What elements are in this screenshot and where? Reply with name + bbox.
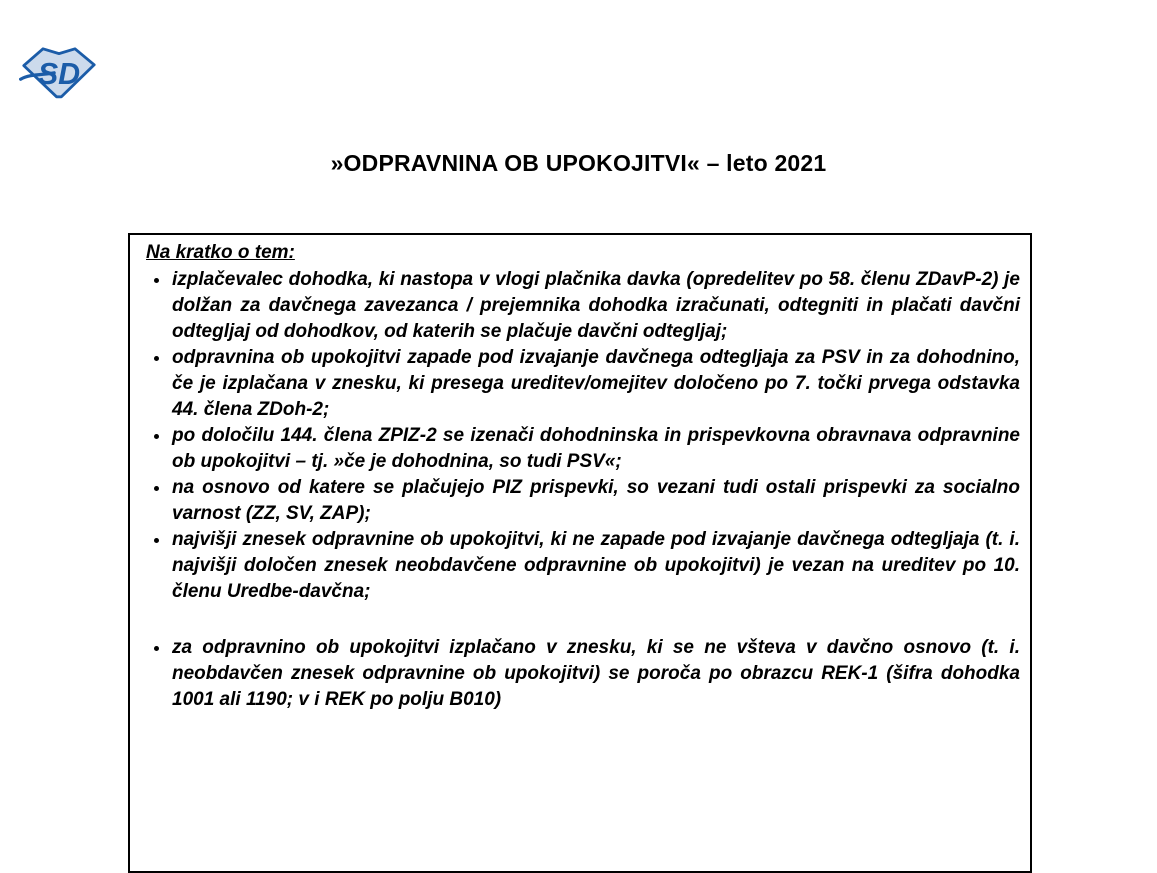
bullet-item: • najvišji znesek odpravnine ob upokojitvi, ki ne zapade pod izvajanje davčnega odtegljaja (t. i. najvišji določen znesek neobdavčene odpravnine ob upokojitvi) je vezan na ureditev po 10. členu Uredbe-davčna; — [171, 527, 1020, 605]
summary-box — [128, 233, 1032, 873]
bullet-item: • izplačevalec dohodka, ki nastopa v vlogi plačnika davka (opredelitev po 58. členu ZDavP-2) je dolžan za davčnega zavezanca / prejemnika dohodka izračunati, odtegniti in plačati davčni odtegljaj od dohodkov, od katerih se plačuje davčni odtegljaj; — [171, 267, 1020, 345]
logo-letters: SD — [37, 57, 81, 91]
sd-diamond-logo-icon — [19, 43, 99, 101]
box-heading: Na kratko o tem: — [146, 242, 295, 263]
bullet-list — [146, 267, 1020, 713]
page-title: »ODPRAVNINA OB UPOKOJITVI« – leto 2021 — [330, 150, 827, 176]
sd-diamond-logo — [19, 43, 99, 101]
bullet-item: • po določilu 144. člena ZPIZ-2 se izenači dohodninska in prispevkovna obravnava odpravnine ob upokojitvi – tj. »če je dohodnina, so tudi PSV«; — [171, 423, 1020, 475]
bullet-item: • na osnovo od katere se plačujejo PIZ prispevki, so vezani tudi ostali prispevki za socialno varnost (ZZ, SV, ZAP); — [171, 475, 1020, 527]
bullet-item: • odpravnina ob upokojitvi zapade pod izvajanje davčnega odtegljaja za PSV in za dohodnino, če je izplačana v znesku, ki presega ureditev/omejitev določeno po 7. točki prvega odstavka 44. člena ZDoh-2; — [171, 345, 1020, 423]
bullet-item: • za odpravnino ob upokojitvi izplačano v znesku, ki se ne všteva v davčno osnovo (t. i. neobdavčen znesek odpravnine ob upokojitvi) se poroča po obrazcu REK-1 (šifra dohodka 1001 ali 1190; v i REK po polju B010) — [171, 635, 1020, 713]
